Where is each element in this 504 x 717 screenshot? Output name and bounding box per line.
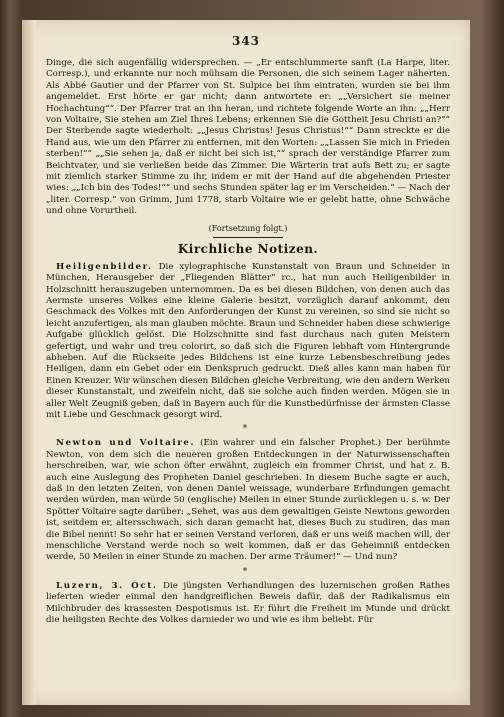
notice-text: Die jüngsten Verhandlungen des luzernischen großen Rathes lieferten wieder einmal den handgreiflichen Beweis dafür, daß der Radikalismus ein Milchbruder des krassesten Despotismus ist. Er führt die Freiheit im Munde und drückt die heiligsten Rechte des Volkes darnieder wo und wie es ihm beliebt. Für bbox=[46, 580, 450, 626]
body-paragraph: Dinge, die sich augenfällig widersprechen. — „Er entschlummerte sanft (La Harpe, liter. Corresp.), und erkannte nur noch mühsam die Personen, die sich seinem Lager näherten. Als Abbé Gautier und der Pfarrer von St. Sulpice bei ihm eintraten, wurden sie bei ihm angemeldet. Erst hörte er gar nicht; dann antwortete er: „„Versichert sie meiner Hochachtung““. Der Pfarrer trat an ihn heran, und richtete folgende Worte an ihn: „„Herr von Voltaire, Sie stehen am Ziel Ihres Lebens; erkennen Sie die Gottheit Jesu Christi an?““ Der Sterbende sagte wiederholt: „„Jesus Christus! Jesus Christus!““ Dann streckte er die Hand aus, wie um den Pfarrer zu entfernen, mit den Worten: „„Lassen Sie mich in Frieden sterben!““ „„Sie sehen ja, daß er nicht bei sich ist,““ sprach der verständige Pfarrer zum Beichtvater, und sie verließen beide das Zimmer. Die Wärterin trat aufs Bett zu; er sagte mit ziemlich starker Stimme zu ihr, indem er mit der Hand auf die abgehenden Priester wies: „„Ich bin des Todes!““ und sechs Stunden später lag er im Verscheiden.“ — Nach der „liter. Corresp.“ von Grimm, Juni 1778, starb Voltaire wie er gelebt hatte, ohne Schwäche und ohne Vorurtheil. bbox=[46, 58, 450, 217]
notice-lead: Luzern, 3. Oct. bbox=[56, 580, 158, 591]
continued-note: (Fortsetzung folgt.) bbox=[208, 223, 288, 233]
notice-lead: Newton und Voltaire. bbox=[56, 438, 196, 449]
book-page bbox=[22, 20, 470, 705]
notice-text: (Ein wahrer und ein falscher Prophet.) Der berühmte Newton, von dem sich die neueren großen Entdeckungen in der Naturwissenschaften herschreiben, war, wie schon öfter erwähnt, zugleich ein frommer Christ, und hat z. B. auch eine Auslegung des Propheten Daniel geschrieben. In diesem Buche sagte er auch, daß in den letzten Zeiten, von denen Daniel weissage, wunderbare Erfindungen gemacht werden würden, man würde 50 (englische) Meilen in einer Stunde zurücklegen u. s. w. Der Spötter Voltaire sagte darüber: „Sehet, was aus dem gewaltigen Geiste Newtons geworden ist, seitdem er, altersschwach, sich daran gemacht hat, dieses Buch zu studiren, das man die Bibel nennt! So sehr hat er seinen Verstand verloren, daß er uns weiß machen will, der menschliche Verstand werde noch so weit kommen, daß er das Geheimniß entdecken werde, 50 Meilen in einer Stunde zu machen. Der arme Träumer!“ — Und nun? bbox=[46, 438, 451, 563]
page-number: 343 bbox=[231, 34, 261, 48]
page-content bbox=[46, 58, 450, 626]
section-heading: Kirchliche Notizen. bbox=[177, 241, 319, 256]
notice-paragraph bbox=[46, 262, 450, 422]
notice-divider: * bbox=[242, 424, 254, 435]
notice-text: Die xylographische Kunstanstalt von Braun und Schneider in München, Herausgeber der „Fliegenden Blätter“ rc., hat nun auch Heiligenbilder in Holzschnitt herauszugeben unternommen. Da es bei diesen Bildchen, von denen auch das Aermste unseres Volkes eine kleine Galerie besitzt, vorzüglich darauf ankommt, den Geschmack des Volkes mit den Anforderungen der Kunst zu vereinen, so sind sie nicht so leicht anzufertigen, als man glauben möchte. Braun und Schneider haben diese schwierige Aufgabe glücklich gelöst. Die Holzschnitte sind fast durchaus nach guten Meistern gefertigt, und wahr und treu colorirt, so daß sich die Figuren lebhaft vom Hintergrunde abheben. Auf die Rückseite jedes Bildchens ist eine kurze Lebensbeschreibung jedes Heiligen, dann ein Gebet oder ein Denkspruch gedruckt. Dieß alles kann man haben für Einen Kreuzer. Wir wünschen diesen Bildchen gleiche Verbreitung, wie den andern Werken dieser Kunstanstalt, und zweifeln nicht, daß sie solche auch finden werden. Mögen sie in aller Welt Zeugniß geben, daß in Bayern auch für die Kunstbedürfnisse der ärmsten Classe mit Liebe und Geschmack gesorgt wird. bbox=[46, 261, 450, 420]
section-rule bbox=[213, 237, 283, 238]
notice-paragraph bbox=[46, 581, 450, 627]
notice-paragraph bbox=[46, 438, 450, 563]
notice-lead: Heiligenbilder. bbox=[56, 261, 153, 272]
page-gutter bbox=[22, 20, 36, 705]
notice-divider: * bbox=[242, 566, 254, 577]
